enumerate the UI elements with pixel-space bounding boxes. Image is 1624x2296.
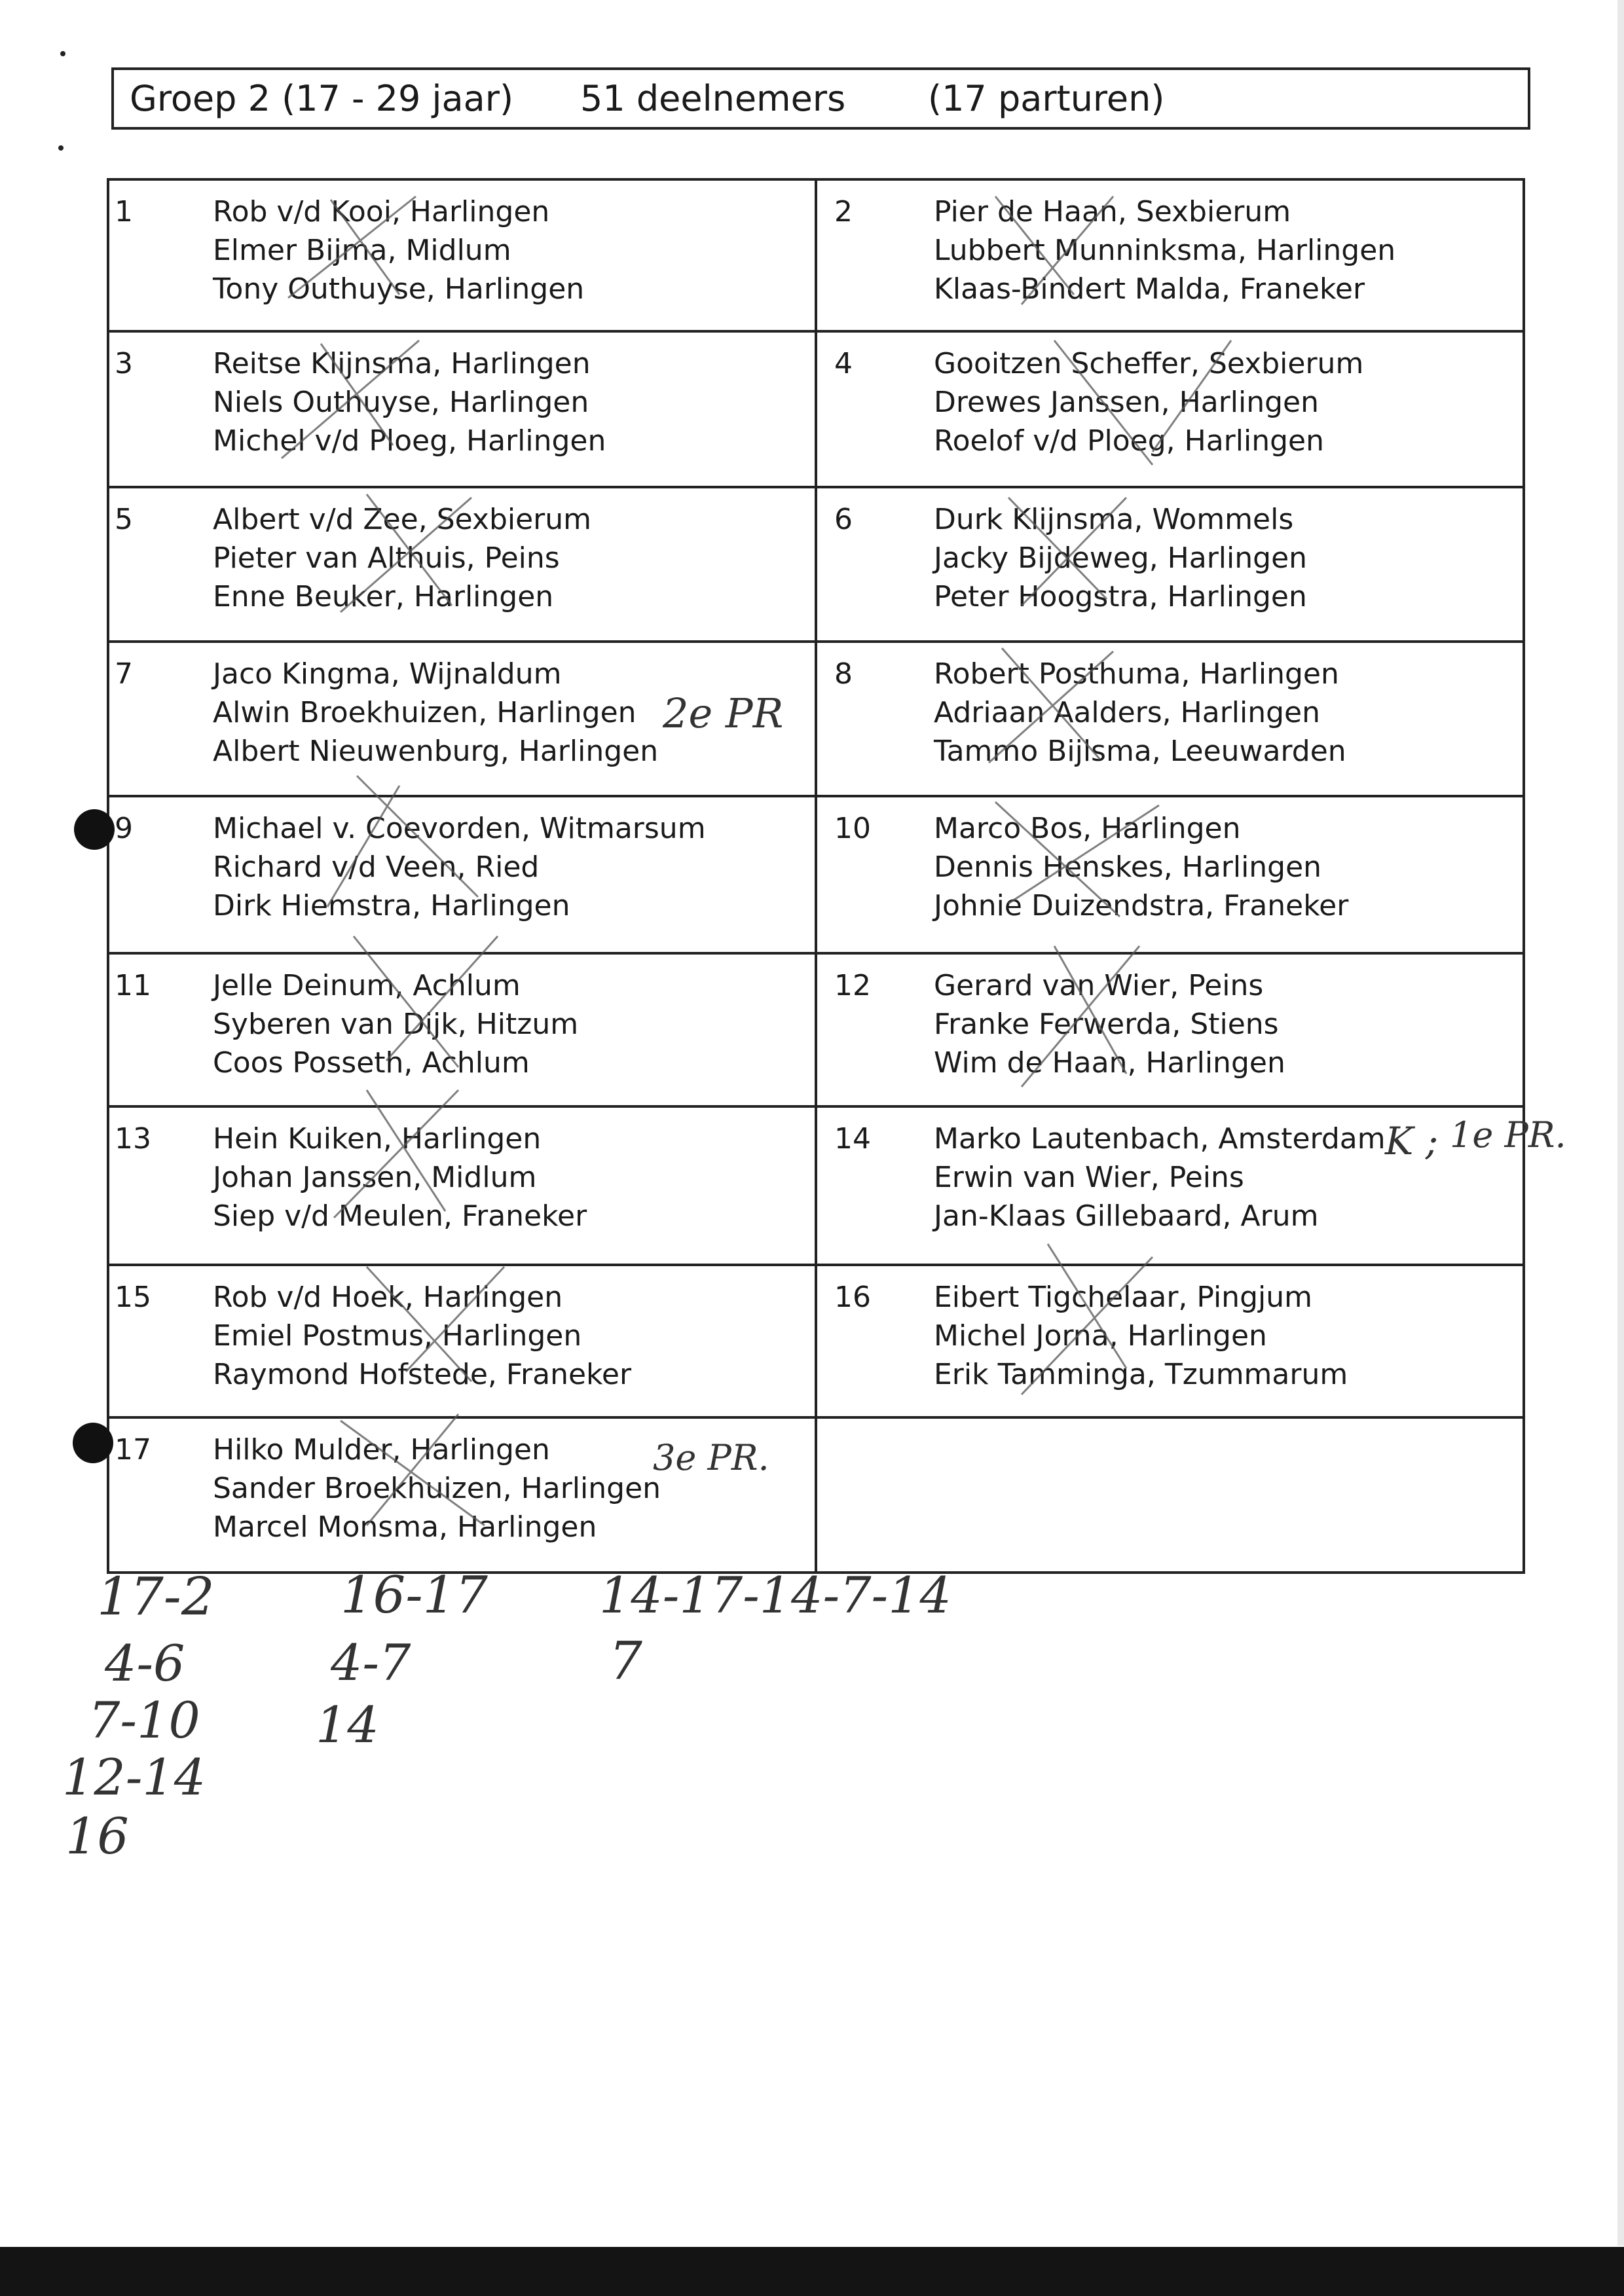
team-member: Durk Klijnsma, Wommels xyxy=(934,503,1294,536)
team-number: 4 xyxy=(834,347,853,380)
team-member: Raymond Hofstede, Franeker xyxy=(213,1358,632,1391)
team-member: Jaco Kingma, Wijnaldum xyxy=(213,657,562,691)
team-member: Emiel Postmus, Harlingen xyxy=(213,1319,582,1353)
table-row xyxy=(109,181,1525,333)
group-title: Groep 2 (17 - 29 jaar) xyxy=(130,78,514,119)
team-member: Roelof v/d Ploeg, Harlingen xyxy=(934,424,1324,458)
team-member: Marcel Monsma, Harlingen xyxy=(213,1510,597,1544)
team-member: Albert v/d Zee, Sexbierum xyxy=(213,503,592,536)
team-cell-17 xyxy=(109,1419,817,1574)
team-member: Adriaan Aalders, Harlingen xyxy=(934,696,1321,729)
scan-bottom-bar xyxy=(0,2247,1624,2296)
team-member: Franke Ferwerda, Stiens xyxy=(934,1008,1279,1041)
team-number: 10 xyxy=(834,812,871,845)
team-number: 11 xyxy=(115,969,151,1002)
team-cell-16 xyxy=(817,1266,1525,1419)
team-member: Rob v/d Hoek, Harlingen xyxy=(213,1281,563,1314)
team-number: 13 xyxy=(115,1122,151,1156)
team-member: Jan-Klaas Gillebaard, Arum xyxy=(934,1199,1319,1233)
table-row xyxy=(109,1266,1525,1419)
team-cell-6 xyxy=(817,488,1525,643)
team-member: Lubbert Munninksma, Harlingen xyxy=(934,234,1396,267)
table-row xyxy=(109,1108,1566,1266)
tally-col2-1: 16-17 xyxy=(341,1566,488,1625)
team-cell-7 xyxy=(109,643,817,797)
team-member: Gooitzen Scheffer, Sexbierum xyxy=(934,347,1364,380)
team-member: Drewes Janssen, Harlingen xyxy=(934,386,1320,419)
team-number: 16 xyxy=(834,1281,871,1314)
team-member: Syberen van Dijk, Hitzum xyxy=(213,1008,579,1041)
team-cell-2 xyxy=(817,181,1525,333)
table-row xyxy=(109,488,1525,643)
team-member: Albert Nieuwenburg, Harlingen xyxy=(213,735,659,768)
team-member: Jelle Deinum, Achlum xyxy=(213,969,521,1002)
tally-col1-2: 4-6 xyxy=(105,1634,185,1692)
team-number: 3 xyxy=(115,347,133,380)
team-member: Richard v/d Veen, Ried xyxy=(213,850,540,884)
team-member: Eibert Tigchelaar, Pingjum xyxy=(934,1281,1312,1314)
team-member: Johan Janssen, Midlum xyxy=(213,1161,537,1194)
team-cell-1 xyxy=(109,181,817,333)
team-cell-4 xyxy=(817,333,1525,488)
team-number: 7 xyxy=(115,657,133,691)
team-cell-8 xyxy=(817,643,1525,797)
team-member: Marco Bos, Harlingen xyxy=(934,812,1241,845)
team-number: 14 xyxy=(834,1122,871,1156)
prize-mark-1: K ; xyxy=(1385,1119,1439,1163)
participant-count: 51 deelnemers xyxy=(580,78,846,119)
team-member: Siep v/d Meulen, Franeker xyxy=(213,1199,587,1233)
team-member: Dirk Hiemstra, Harlingen xyxy=(213,889,570,922)
team-member: Michel Jorna, Harlingen xyxy=(934,1319,1267,1353)
team-member: Sander Broekhuizen, Harlingen xyxy=(213,1472,661,1505)
team-member: Niels Outhuyse, Harlingen xyxy=(213,386,589,419)
team-member: Robert Posthuma, Harlingen xyxy=(934,657,1339,691)
table-row xyxy=(109,1419,1525,1574)
tally-col1-1: 17-2 xyxy=(97,1566,215,1627)
hole-punch-lower xyxy=(73,1423,113,1463)
empty-cell xyxy=(817,1419,1525,1574)
team-number: 1 xyxy=(115,195,133,228)
table-row xyxy=(109,797,1525,955)
team-member: Enne Beuker, Harlingen xyxy=(213,580,554,613)
team-member: Hilko Mulder, Harlingen xyxy=(213,1433,550,1467)
table-row xyxy=(109,643,1525,797)
tally-col1-3: 7-10 xyxy=(88,1691,200,1749)
team-cell-5 xyxy=(109,488,817,643)
scan-edge xyxy=(1617,0,1624,2246)
team-number: 6 xyxy=(834,503,853,536)
team-member: Marko Lautenbach, Amsterdam xyxy=(934,1122,1386,1156)
team-member: Hein Kuiken, Harlingen xyxy=(213,1122,542,1156)
team-count: (17 parturen) xyxy=(928,78,1165,119)
team-number: 17 xyxy=(115,1433,151,1467)
team-number: 9 xyxy=(115,812,133,845)
table-row xyxy=(109,955,1525,1108)
team-member: Dennis Henskes, Harlingen xyxy=(934,850,1322,884)
team-cell-14 xyxy=(817,1108,1566,1266)
team-member: Klaas-Bindert Malda, Franeker xyxy=(934,272,1365,306)
prize-note-2: 2e PR xyxy=(663,689,784,737)
team-member: Reitse Klijnsma, Harlingen xyxy=(213,347,591,380)
team-member: Rob v/d Kooi, Harlingen xyxy=(213,195,550,228)
tally-col1-4: 12-14 xyxy=(62,1748,206,1806)
team-number: 12 xyxy=(834,969,871,1002)
team-member: Alwin Broekhuizen, Harlingen xyxy=(213,696,637,729)
team-member: Wim de Haan, Harlingen xyxy=(934,1046,1285,1080)
team-member: Pier de Haan, Sexbierum xyxy=(934,195,1291,228)
team-member: Tammo Bijlsma, Leeuwarden xyxy=(934,735,1346,768)
team-number: 8 xyxy=(834,657,853,691)
team-cell-3 xyxy=(109,333,817,488)
team-member: Michael v. Coevorden, Witmarsum xyxy=(213,812,706,845)
group-header xyxy=(111,67,1530,130)
team-member: Coos Posseth, Achlum xyxy=(213,1046,530,1080)
team-cell-11 xyxy=(109,955,817,1108)
team-member: Elmer Bijma, Midlum xyxy=(213,234,511,267)
team-member: Peter Hoogstra, Harlingen xyxy=(934,580,1307,613)
team-member: Johnie Duizendstra, Franeker xyxy=(934,889,1349,922)
scan-dot-top xyxy=(60,51,65,56)
tally-col3-1: 14-17-14-7-14 xyxy=(599,1566,951,1624)
team-member: Tony Outhuyse, Harlingen xyxy=(213,272,585,306)
tally-col2-2: 4-7 xyxy=(331,1633,411,1692)
team-cell-9 xyxy=(109,797,817,955)
team-number: 15 xyxy=(115,1281,151,1314)
tally-col1-5: 16 xyxy=(65,1807,129,1865)
team-member: Erik Tamminga, Tzummarum xyxy=(934,1358,1348,1391)
table-row xyxy=(109,333,1525,488)
team-member: Michel v/d Ploeg, Harlingen xyxy=(213,424,606,458)
team-number: 5 xyxy=(115,503,133,536)
team-table xyxy=(107,178,1566,1574)
prize-note-3: 3e PR. xyxy=(653,1437,769,1478)
team-member: Pieter van Althuis, Peins xyxy=(213,541,560,575)
tally-col2-3: 14 xyxy=(316,1696,379,1754)
team-cell-13 xyxy=(109,1108,817,1266)
team-cell-10 xyxy=(817,797,1525,955)
tally-col3-2: 7 xyxy=(609,1630,642,1691)
team-cell-12 xyxy=(817,955,1525,1108)
team-cell-15 xyxy=(109,1266,817,1419)
team-member: Erwin van Wier, Peins xyxy=(934,1161,1244,1194)
hole-punch-upper xyxy=(74,809,115,850)
prize-note-1: 1e PR. xyxy=(1450,1114,1566,1156)
team-member: Jacky Bijdeweg, Harlingen xyxy=(934,541,1308,575)
scan-dot-second xyxy=(58,145,64,151)
team-member: Gerard van Wier, Peins xyxy=(934,969,1264,1002)
team-number: 2 xyxy=(834,195,853,228)
